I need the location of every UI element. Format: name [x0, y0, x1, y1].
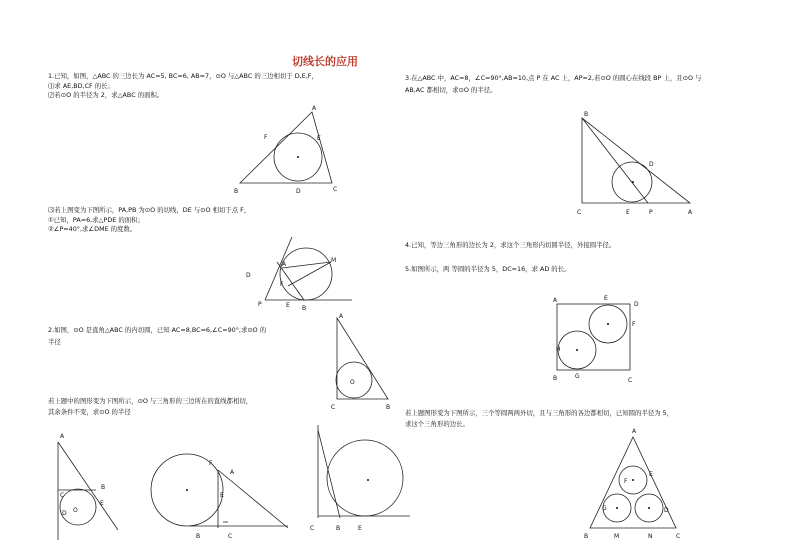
problem-1-part3: ⑶若上图变为下图所示，PA,PB 为⊙O 的切线，DE 与⊙O 相切于点 F， ①已知，PA=6,求△PDE 的面积； ②∠P=40°,求∠DME 的度数。	[48, 206, 251, 234]
problem-3: 3.在△ABC 中，AC=8，∠C=90°,AB=10,点 P 在 AC 上，AP=2,若⊙O 的圆心在线段 BP 上，且⊙O 与 AB,AC 都相切，求⊙O 的半径。	[405, 74, 702, 94]
label-a: A	[282, 261, 287, 268]
label-o: O	[350, 379, 355, 386]
label-b: B	[386, 404, 391, 411]
center-dot-right	[648, 507, 650, 509]
label-a: A	[632, 428, 637, 435]
label-a: A	[312, 105, 317, 112]
label-e: E	[100, 500, 104, 507]
label-b: B	[196, 533, 201, 540]
label-m: M	[331, 257, 337, 264]
problem-5-variant: 若上题图形变为下图所示，三个等圆两两外切，且与三角形的各边都相切，已知圆的半径为 5， 求这个三角形的边长。	[405, 409, 674, 428]
label-e: E	[649, 471, 653, 478]
center-dot-top	[632, 479, 634, 481]
label-f: F	[264, 134, 268, 141]
label-b: B	[584, 111, 589, 118]
label-a: A	[60, 433, 65, 440]
label-a: A	[688, 209, 693, 216]
label-d: D	[246, 272, 251, 279]
label-b: B	[302, 305, 307, 312]
label-c: C	[331, 404, 336, 411]
problem-2: 2.如图，⊙O 是直角△ABC 的内切圆，已知 AC=8,BC=6,∠C=90°,求⊙O 的 半径	[48, 326, 267, 346]
center-dot-left	[616, 507, 618, 509]
label-b: B	[101, 484, 106, 491]
label-g: G	[575, 373, 580, 380]
label-b: B	[234, 188, 239, 195]
label-d: D	[634, 301, 639, 308]
label-m: M	[614, 533, 620, 540]
label-c: C	[60, 492, 65, 499]
label-n: N	[648, 533, 653, 540]
label-h: H	[556, 346, 561, 353]
label-f: F	[632, 321, 636, 328]
label-d: D	[296, 188, 301, 195]
label-e: E	[358, 525, 362, 532]
label-d: D	[62, 510, 67, 517]
label-f: F	[624, 478, 628, 485]
label-c: C	[228, 533, 233, 540]
label-e: E	[220, 492, 224, 499]
label-e: E	[317, 135, 321, 142]
label-f: F	[280, 281, 284, 288]
page-title: 切线长的应用	[292, 55, 358, 68]
label-a: A	[230, 469, 235, 476]
problem-5: 5.如图所示，两 等圆的半径为 5，DC=16，求 AD 的长。	[405, 265, 571, 273]
label-b: B	[584, 533, 589, 540]
label-d: D	[664, 507, 669, 514]
label-a: A	[553, 297, 558, 304]
triangle-abc	[590, 437, 676, 528]
label-d: D	[649, 161, 654, 168]
problem-1: 1.已知，如图，△ABC 的三边长为 AC=5, BC=6, AB=7，⊙O 与△ABC 的三边相切于 D,E,F， ⑴求 AE,BD,CF 的长； ⑵若⊙O 的半径为 2，求△ABC 的面积。	[48, 72, 318, 100]
label-g: G	[602, 505, 607, 512]
label-o: O	[73, 507, 78, 514]
label-e: E	[604, 295, 608, 302]
label-e: E	[286, 302, 290, 309]
label-e: E	[626, 209, 630, 216]
label-c: C	[676, 533, 681, 540]
label-p: P	[649, 209, 653, 216]
label-c: C	[333, 186, 338, 193]
label-f: F	[209, 460, 213, 467]
label-c: C	[310, 525, 315, 532]
problem-2-variant: 若上题中的图形变为下图所示，⊙O 与三角形的三边所在的直线都相切， 其余条件不变，求⊙O 的半径	[48, 397, 253, 416]
label-c: C	[577, 209, 582, 216]
label-b: B	[553, 375, 558, 382]
problem-4: 4.已知，等边三角形的边长为 2，求这个三角形内切圆半径，外接圆半径。	[405, 241, 616, 249]
label-c: C	[628, 377, 633, 384]
label-p: P	[258, 301, 262, 308]
label-b: B	[336, 525, 341, 532]
label-a: A	[339, 313, 344, 320]
